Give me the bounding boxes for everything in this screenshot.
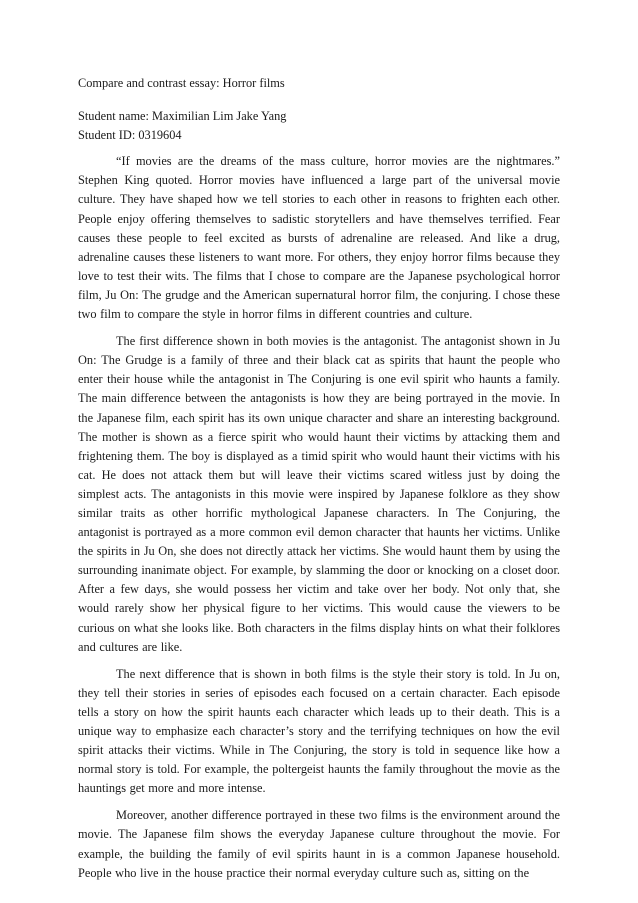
- student-info: [78, 107, 560, 145]
- paragraph-antagonist: The first difference shown in both movies is the antagonist. The antagonist shown in Ju On: The Grudge is a family of three and their black cat as spirits that haunt the people who enter their house while the antagonist in The Conjuring is one evil spirit who haunts a family. The main difference between the antagonists is how they are being portrayed in the movie. In the Japanese film, each spirit has its own unique character and share an interesting background. The mother is shown as a fierce spirit who would haunt their victims by attacking them and frightening them. The boy is displayed as a timid spirit who would haunt their victims with his cat. He does not attack them but will leave their victims scared witless just by doing the simplest acts. The antagonists in this movie were inspired by Japanese folklore as they show similar traits as other horrific mythological Japanese characters. In The Conjuring, the antagonist is portrayed as a more common evil demon character that haunts her victims. Unlike the spirits in Ju On, she does not directly attack her victims. She would haunt them by using the surrounding inanimate object. For example, by slamming the door or knocking on a closet door. After a few days, she would possess her victim and take over her body. Not only that, she would rarely show her physical figure to her victims. This would cause the viewers to be curious on what she looks like. Both characters in the films display hints on what their folklores and cultures are like.: [78, 334, 560, 654]
- student-id: Student ID: 0319604: [78, 128, 182, 143]
- document-page: [78, 74, 560, 891]
- paragraph-intro: “If movies are the dreams of the mass culture, horror movies are the nightmares.” Stephen King quoted. Horror movies have influenced a large part of the universal movie culture. They have shaped how we tell stories to each other in reasons to frighten each other. People enjoy offering themselves to sadistic storytellers and have themselves terrified. Fear causes these people to feel excited as bursts of adrenaline are released. And like a drug, adrenaline causes these listeners to want more. For others, they enjoy horror films because they love to test their wits. The films that I chose to compare are the Japanese psychological horror film, Ju On: The grudge and the American supernatural horror film, the conjuring. I chose these two film to compare the style in horror films in different countries and culture.: [78, 154, 560, 322]
- student-name: Student name: Maximilian Lim Jake Yang: [78, 109, 287, 124]
- essay-title: Compare and contrast essay: Horror films: [78, 76, 285, 90]
- paragraph-story-style: The next difference that is shown in both films is the style their story is told. In Ju on, they tell their stories in series of episodes each focused on a certain character. Each episode tells a story on how the spirit haunts each character which leads up to their death. This is a unique way to emphasize each character’s story and the terrifying techniques on how the evil spirit attacks their victims. While in The Conjuring, the story is told in sequence like how a normal story is told. For example, the poltergeist haunts the family throughout the movie as the hauntings get more and more intense.: [78, 666, 560, 796]
- paragraph-environment: Moreover, another difference portrayed in these two films is the environment around the movie. The Japanese film shows the everyday Japanese culture throughout the movie. For example, the building the family of evil spirits haunt in is a common Japanese household. People who live in the house practice their normal everyday culture such as, sitting on the: [78, 808, 560, 880]
